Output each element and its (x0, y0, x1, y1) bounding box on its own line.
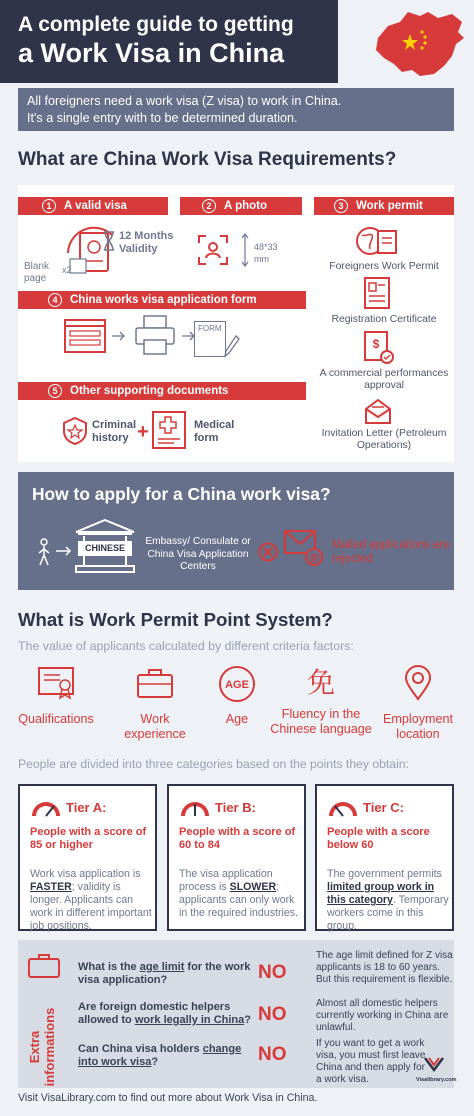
work-permit-doc-2: Registration Certificate (331, 314, 437, 325)
visa-validity: 12 Months Validity (119, 230, 174, 255)
tier-b-card (167, 784, 306, 931)
tier-c-description: The government permits limited group work in this category. Temporary workers come in this group. (327, 868, 449, 932)
intro-banner (18, 88, 454, 131)
criterion-label-1: Qualifications (18, 712, 94, 726)
hourglass-icon (102, 231, 116, 251)
extra-no-2: NO (258, 1004, 287, 1025)
requirement-2-bar (180, 197, 302, 215)
extra-answer-3: If you want to get a work visa, you must first leave China and then apply for a work visa. (316, 1038, 426, 1085)
china-map-icon (368, 8, 468, 80)
photo-size: 48*33 mm (254, 242, 278, 264)
tier-c-headline: People with a score below 60 (327, 826, 430, 851)
location-pin-icon (403, 665, 433, 701)
extra-question-2: Are foreign domestic helpers allowed to work legally in China? (78, 1001, 251, 1026)
gauge-high-icon (30, 794, 62, 818)
gauge-mid-icon (179, 794, 211, 818)
arrow-right-icon-3 (56, 546, 72, 556)
globe-permit-icon (354, 223, 398, 257)
tier-c-name: Tier C: (363, 800, 404, 815)
age-icon-text: AGE (225, 679, 249, 691)
svg-text:$: $ (372, 337, 380, 351)
requirement-2-number: 2 (202, 199, 216, 213)
tier-b-description: The visa application process is SLOWER; applicants can only work in the required industries. (179, 868, 298, 919)
medical-form-label: Medical form (194, 419, 235, 444)
extra-info-panel (18, 940, 457, 1088)
criterion-fluency (268, 665, 374, 737)
requirement-3-label: Work permit (356, 200, 423, 212)
tier-c-card (315, 784, 454, 931)
arrow-right-icon (112, 331, 126, 341)
height-arrow-icon (240, 233, 250, 267)
title-line-1: A complete guide to getting (18, 13, 294, 36)
requirement-4-number: 4 (48, 293, 62, 307)
tier-a-headline: People with a score of 85 or higher (30, 826, 147, 851)
criterion-label-4: Fluency in the Chinese language (270, 707, 372, 736)
criterion-label-5: Employment location (383, 712, 453, 741)
how-title: How to apply for a China work visa? (32, 484, 331, 504)
requirements-panel (18, 185, 454, 462)
criterion-location (374, 665, 462, 742)
visalibrary-logo (416, 1056, 457, 1083)
person-walking-icon (36, 538, 52, 566)
logo-icon (423, 1056, 445, 1072)
invitation-letter-icon (364, 397, 392, 425)
chinese-sign: CHINESE (78, 541, 132, 556)
header (0, 0, 474, 83)
logo-text: Visalibrary.com (416, 1077, 457, 1083)
footer-text: Visit VisaLibrary.com to find out more about Work Visa in China. (18, 1092, 318, 1104)
requirement-4-label: China works visa application form (70, 294, 257, 306)
how-to-apply-panel (18, 472, 454, 590)
requirement-1-number: 1 (42, 199, 56, 213)
requirement-5-label: Other supporting documents (70, 385, 229, 397)
requirement-1-label: A valid visa (64, 200, 127, 212)
briefcase-icon (136, 665, 174, 701)
extra-question-1: What is the age limit for the work visa application? (78, 961, 251, 986)
x2-label: x2 (62, 265, 72, 275)
tier-a-name: Tier A: (66, 800, 107, 815)
tier-b-headline: People with a score of 60 to 84 (179, 826, 296, 851)
criterion-label-2: Work experience (124, 712, 186, 741)
plus-sign: + (137, 421, 149, 443)
intro-line-2: It's a single entry with to be determined duration. (27, 111, 298, 125)
reject-icon (258, 542, 278, 562)
certificate-icon (364, 277, 390, 309)
mailed-rejected-text: Mailed applications are rejected (332, 539, 450, 565)
title-line-2: a Work Visa in China (18, 38, 285, 68)
requirement-3-number: 3 (334, 199, 348, 213)
categories-text: People are divided into three categories based on the points they obtain: (18, 757, 409, 771)
medical-form-icon (152, 411, 186, 449)
requirement-2-label: A photo (224, 200, 268, 212)
tier-a-description: Work visa application is FASTER; validity is longer. Applicants can work in different important job positions. (30, 868, 152, 932)
online-form-icon (64, 319, 106, 353)
points-subtitle: The value of applicants calculated by different criteria factors: (18, 639, 354, 653)
commercial-approval-icon (362, 331, 394, 365)
requirement-5-number: 5 (48, 384, 62, 398)
svg-text:@: @ (308, 552, 320, 564)
points-title: What is Work Permit Point System? (18, 609, 333, 630)
pen-icon (224, 335, 240, 357)
requirement-1-bar (18, 197, 168, 215)
extra-question-3: Can China visa holders change into work visa? (78, 1043, 242, 1068)
extra-side-label: Extra informations (27, 1007, 57, 1087)
requirement-3-bar (314, 197, 454, 215)
gauge-low-icon (327, 794, 359, 818)
criterion-work-experience (110, 665, 200, 742)
requirement-4-bar (18, 291, 306, 309)
printer-icon (134, 315, 176, 355)
embassy-text: Embassy/ Consulate or China Visa Application Centers (145, 536, 251, 572)
extra-answer-2: Almost all domestic helpers currently working in China are unlawful. (316, 998, 449, 1033)
photo-icon (198, 235, 228, 265)
mail-icon (284, 530, 324, 568)
work-permit-doc-3: A commercial performances approval (319, 368, 449, 391)
tier-b-name: Tier B: (215, 800, 256, 815)
police-badge-icon (62, 417, 88, 445)
diploma-icon (38, 665, 74, 701)
work-permit-doc-1: Foreigners Work Permit (329, 261, 439, 272)
form-label: FORM (198, 324, 222, 333)
extra-no-3: NO (258, 1044, 287, 1065)
extra-no-1: NO (258, 962, 287, 983)
work-permit-doc-4: Invitation Letter (Petroleum Operations) (321, 428, 447, 451)
chinese-character-icon: 免 (306, 667, 335, 698)
age-icon (217, 665, 257, 703)
criminal-history-label: Criminal history (92, 419, 137, 444)
criterion-qualifications (11, 665, 101, 727)
criterion-label-3: Age (225, 712, 249, 726)
blank-page-label: Blank page (24, 261, 50, 284)
requirement-5-bar (18, 382, 306, 400)
paper-form-icon (194, 321, 226, 357)
tier-a-card (18, 784, 157, 931)
intro-line-1: All foreigners need a work visa (Z visa) to work in China. (27, 94, 342, 108)
extra-answer-1: The age limit defined for Z visa applicants is 18 to 60 years. But this requirement is flexible. (316, 950, 453, 985)
briefcase-icon-2 (28, 952, 60, 978)
requirements-title: What are China Work Visa Requirements? (18, 149, 397, 170)
page-title (18, 14, 338, 67)
